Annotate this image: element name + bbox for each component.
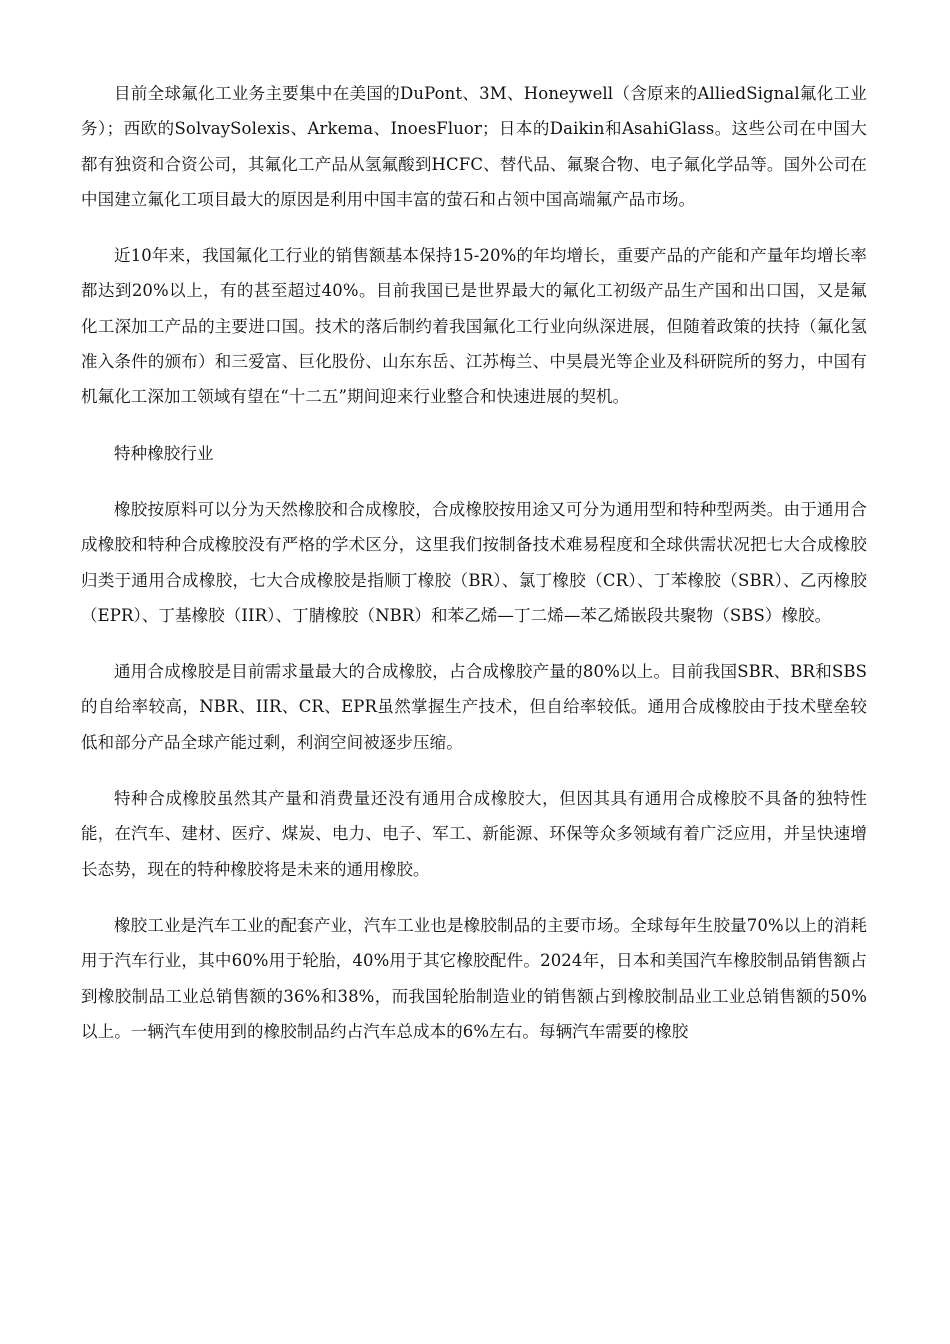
section-heading-special-rubber: 特种橡胶行业: [114, 443, 214, 463]
paragraph-rubber-automotive: 橡胶工业是汽车工业的配套产业，汽车工业也是橡胶制品的主要市场。全球每年生胶量70%以上的消耗用于汽车行业，其中60%用于轮胎，40%用于其它橡胶配件。2024年，日本和美国汽车橡胶制品销售额占到橡胶制品工业总销售额的36%和38%，而我国轮胎制造业的销售额占到橡胶制品业工业总销售额的50%以上。一辆汽车使用到的橡胶制品约占汽车总成本的6%左右。每辆汽车需要的橡胶: [81, 915, 867, 1041]
paragraph-global-fluorochemical: 目前全球氟化工业务主要集中在美国的DuPont、3M、Honeywell（含原来的AlliedSignal氟化工业务）；西欧的SolvaySolexis、Arkema、InoesFluor；日本的Daikin和AsahiGlass。这些公司在中国大都有独资和合资公司，其氟化工产品从氢氟酸到HCFC、替代品、氟聚合物、电子氟化学品等。国外公司在中国建立氟化工项目最大的原因是利用中国丰富的萤石和占领中国高端氟产品市场。: [81, 84, 867, 209]
paragraph-general-synthetic-rubber: 通用合成橡胶是目前需求量最大的合成橡胶，占合成橡胶产量的80%以上。目前我国SBR、BR和SBS的自给率较高，NBR、IIR、CR、EPR虽然掌握生产技术，但自给率较低。通用合成橡胶由于技术壁垒较低和部分产品全球产能过剩，利润空间被逐步压缩。: [81, 662, 867, 752]
paragraph-rubber-classification: 橡胶按原料可以分为天然橡胶和合成橡胶，合成橡胶按用途又可分为通用型和特种型两类。由于通用合成橡胶和特种合成橡胶没有严格的学术区分，这里我们按制备技术难易程度和全球供需状况把七大合成橡胶归类于通用合成橡胶，七大合成橡胶是指顺丁橡胶（BR）、氯丁橡胶（CR）、丁苯橡胶（SBR）、乙丙橡胶（EPR）、丁基橡胶（IIR）、丁腈橡胶（NBR）和苯乙烯—丁二烯—苯乙烯嵌段共聚物（SBS）橡胶。: [81, 499, 867, 625]
document-body: [81, 76, 867, 1070]
paragraph-special-synthetic-rubber: 特种合成橡胶虽然其产量和消费量还没有通用合成橡胶大，但因其具有通用合成橡胶不具备的独特性能，在汽车、建材、医疗、煤炭、电力、电子、军工、新能源、环保等众多领域有着广泛应用，并呈快速增长态势，现在的特种橡胶将是未来的通用橡胶。: [81, 789, 867, 879]
paragraph-domestic-fluorochemical-growth: 近10年来，我国氟化工行业的销售额基本保持15-20%的年均增长，重要产品的产能和产量年均增长率都达到20%以上，有的甚至超过40%。目前我国已是世界最大的氟化工初级产品生产国和出口国，又是氟化工深加工产品的主要进口国。技术的落后制约着我国氟化工行业向纵深进展，但随着政策的扶持（氟化氢准入条件的颁布）和三爱富、巨化股份、山东东岳、江苏梅兰、中昊晨光等企业及科研院所的努力，中国有机氟化工深加工领域有望在“十二五”期间迎来行业整合和快速进展的契机。: [81, 246, 867, 407]
